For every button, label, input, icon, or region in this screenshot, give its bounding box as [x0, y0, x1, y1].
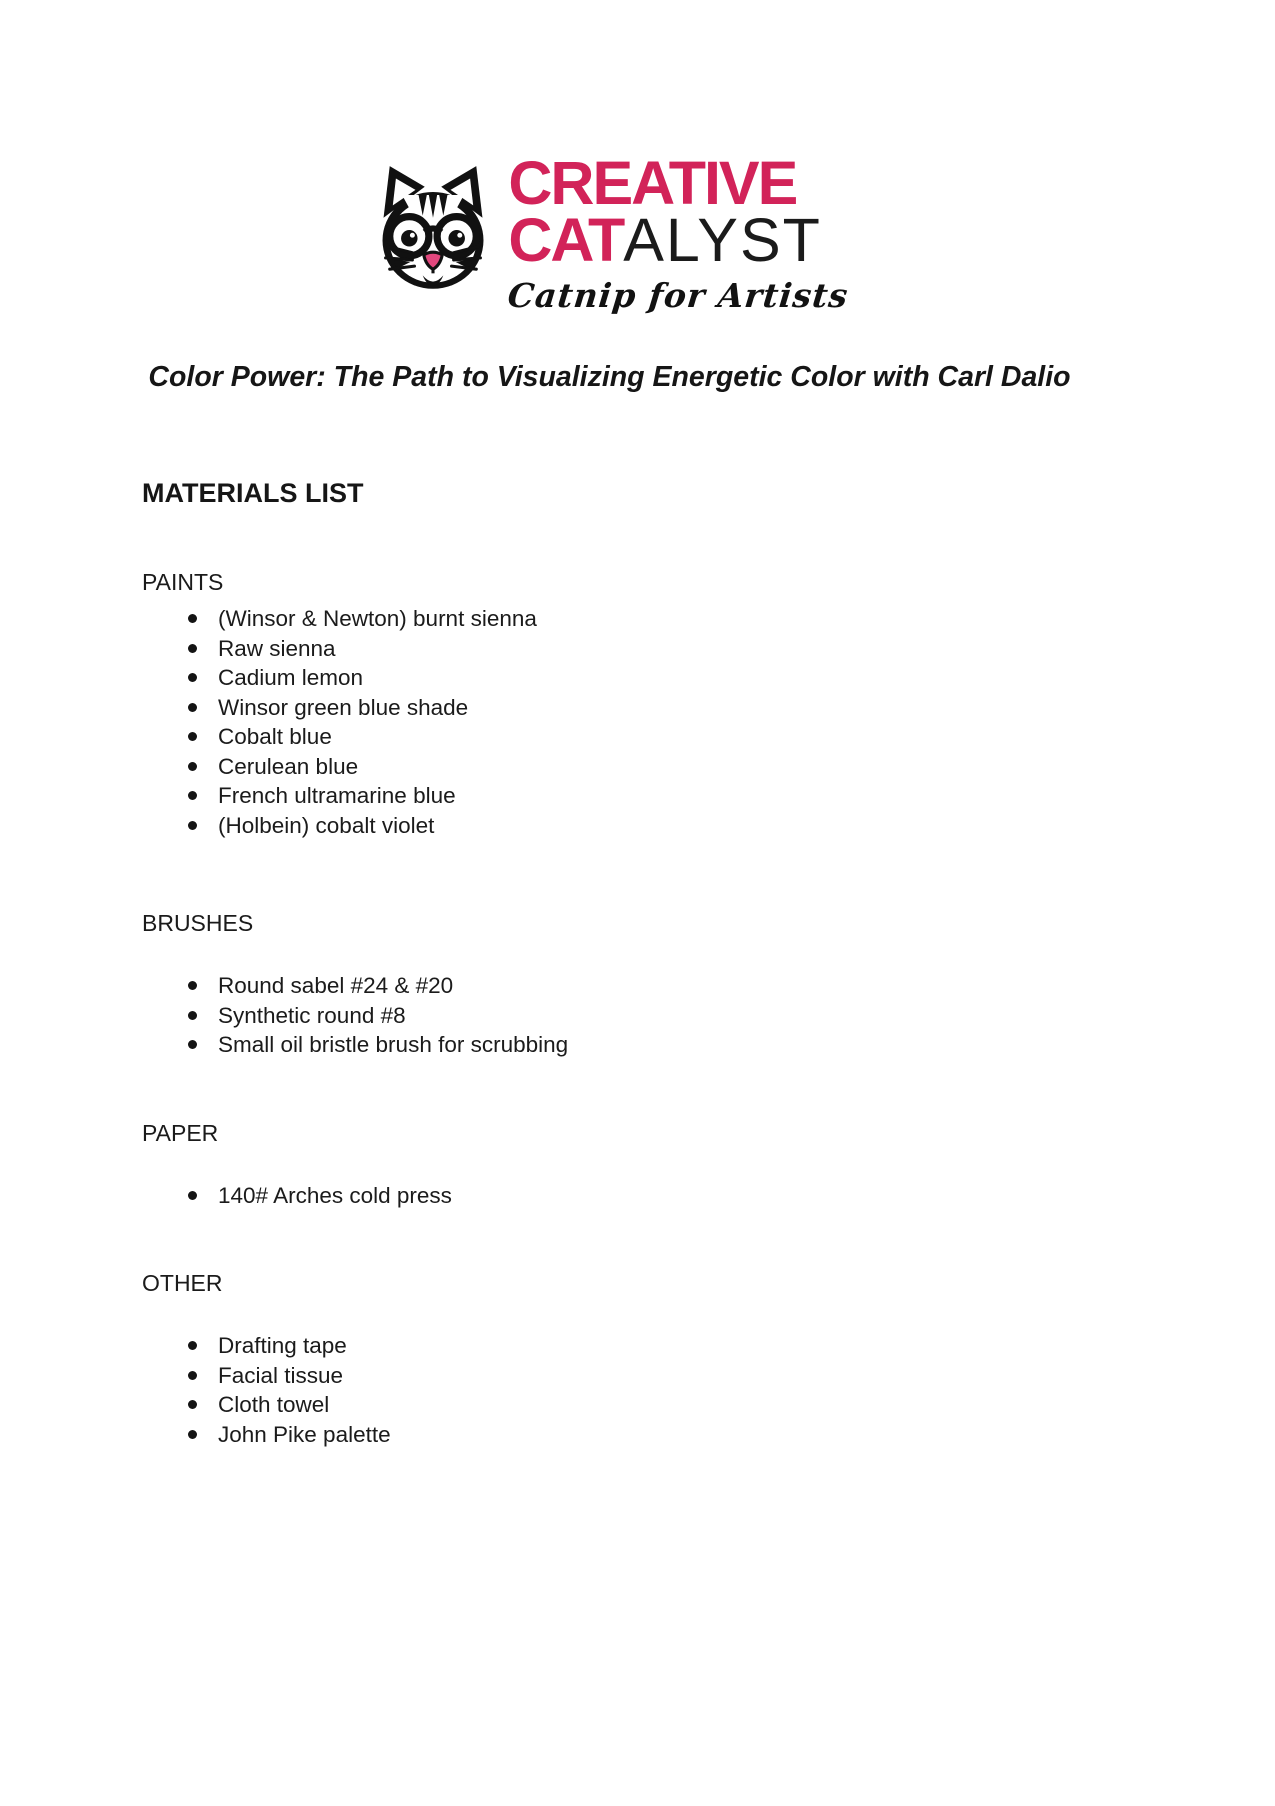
cat-with-glasses-icon	[370, 160, 496, 296]
logo-wordmark	[506, 149, 851, 315]
section-paints	[142, 569, 1133, 840]
list-item: Cobalt blue	[142, 722, 1133, 752]
section-paper	[142, 1120, 1133, 1211]
creative-catalyst-logo	[114, 149, 1105, 315]
list-item: French ultramarine blue	[142, 781, 1133, 811]
section-heading-other: OTHER	[142, 1270, 223, 1296]
list-item: Round sabel #24 & #20	[142, 971, 1133, 1001]
logo-wordmark-alyst: ALYST	[623, 206, 822, 274]
other-list	[142, 1331, 1133, 1449]
section-other	[142, 1270, 1133, 1449]
document-page	[0, 149, 1275, 1449]
logo-wordmark-catalyst	[508, 206, 848, 274]
paints-list	[142, 604, 1133, 840]
logo-tagline: Catnip for Artists	[506, 276, 851, 315]
list-item: John Pike palette	[142, 1420, 1133, 1450]
list-item: (Holbein) cobalt violet	[142, 811, 1133, 841]
list-item: Cloth towel	[142, 1390, 1133, 1420]
list-item: Winsor green blue shade	[142, 693, 1133, 723]
list-item: Synthetic round #8	[142, 1001, 1133, 1031]
section-heading-brushes: BRUSHES	[142, 910, 254, 936]
list-item: 140# Arches cold press	[142, 1181, 1133, 1211]
section-brushes	[142, 910, 1133, 1060]
logo-wordmark-cat: CAT	[508, 206, 624, 274]
list-item: Cerulean blue	[142, 752, 1133, 782]
list-item: Small oil bristle brush for scrubbing	[142, 1030, 1133, 1060]
list-item: Raw sienna	[142, 634, 1133, 664]
paper-list	[142, 1181, 1133, 1211]
course-title: Color Power: The Path to Visualizing Energetic Color with Carl Dalio	[148, 361, 1071, 393]
list-item: Drafting tape	[142, 1331, 1133, 1361]
materials-list-heading: MATERIALS LIST	[142, 478, 364, 508]
list-item: (Winsor & Newton) burnt sienna	[142, 604, 1133, 634]
section-heading-paints: PAINTS	[142, 569, 224, 595]
list-item: Cadium lemon	[142, 663, 1133, 693]
list-item: Facial tissue	[142, 1361, 1133, 1391]
section-heading-paper: PAPER	[142, 1119, 219, 1146]
brushes-list	[142, 971, 1133, 1060]
logo-wordmark-creative: CREATIVE	[508, 149, 797, 217]
